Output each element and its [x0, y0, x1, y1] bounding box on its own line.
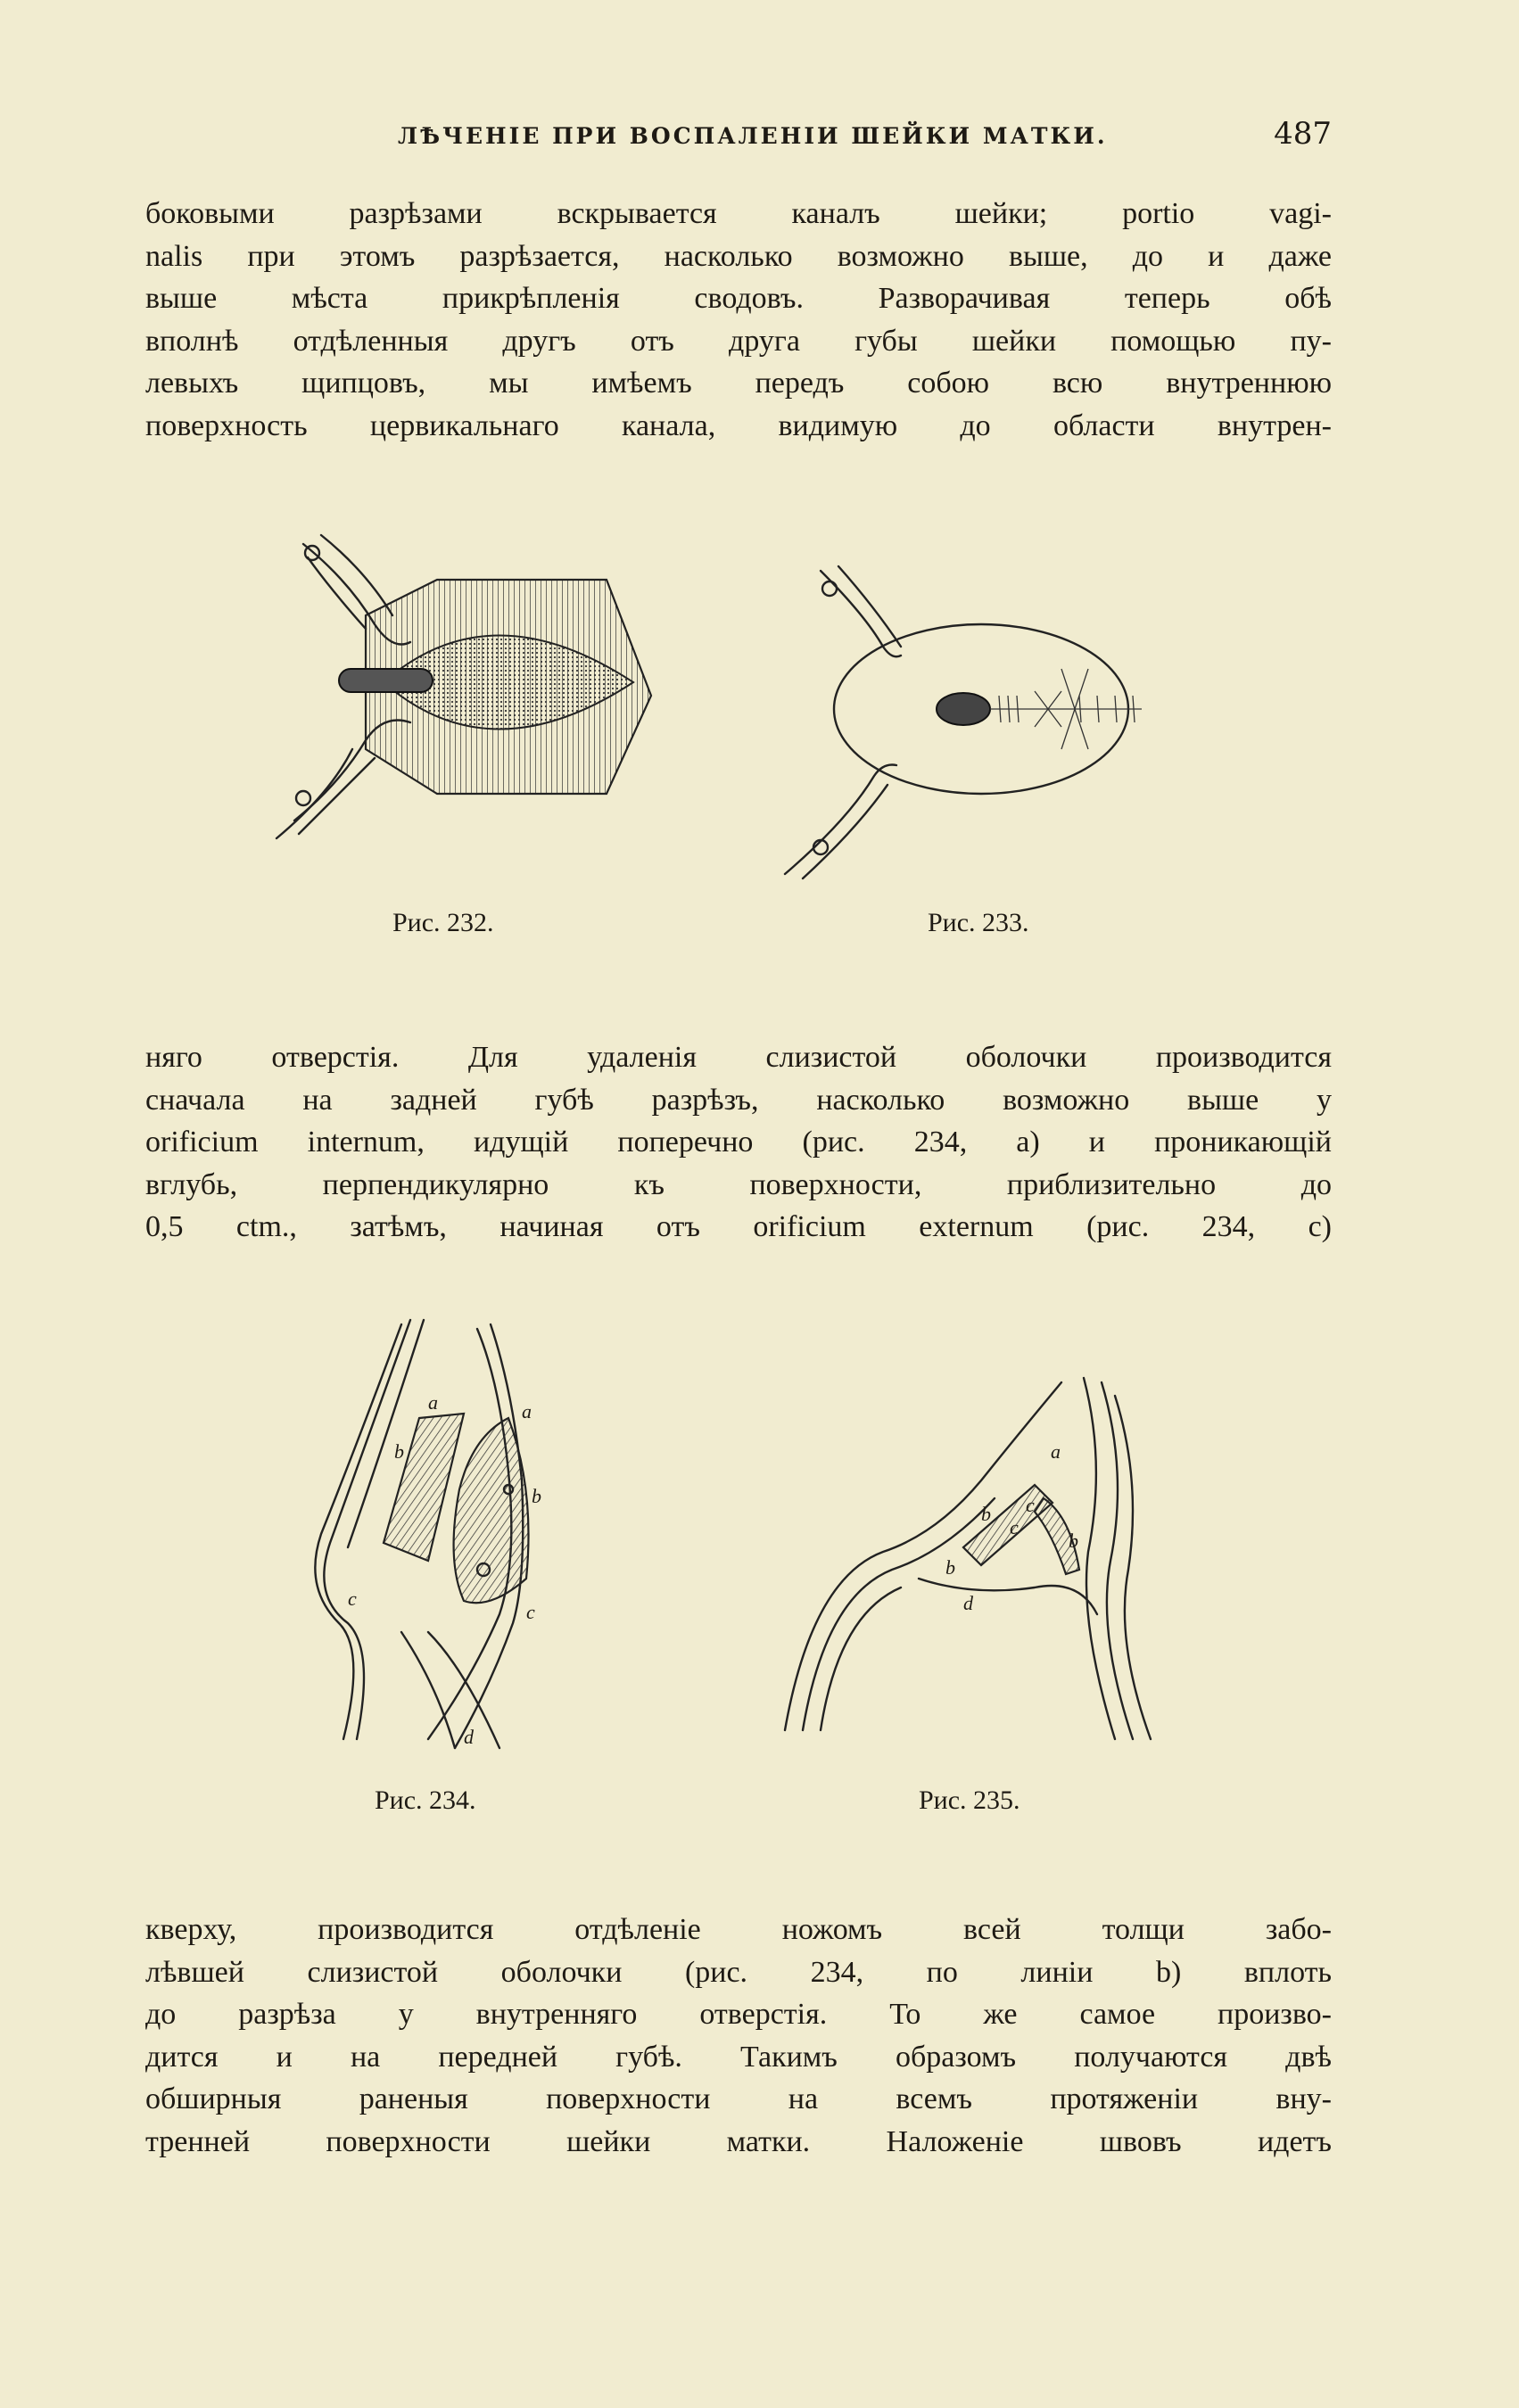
text-line: боковыми разрѣзами вскрывается каналъ шейки; portio vagi-: [145, 197, 1332, 230]
text-line: поверхность цервикальнаго канала, видимую до области внутрен-: [145, 408, 1332, 442]
fig235-label-a: a: [1051, 1440, 1061, 1463]
fig234-label-a: a: [522, 1400, 532, 1423]
text-line: няго отверстія. Для удаленія слизистой оболочки производится: [145, 1041, 1332, 1074]
text-line: выше мѣста прикрѣпленія сводовъ. Разворачивая теперь обѣ: [145, 282, 1332, 315]
figure-234-drawing: [294, 1311, 598, 1757]
figure-235-drawing: [776, 1356, 1186, 1748]
fig234-label-b: b: [532, 1485, 541, 1507]
fig235-label-b: b: [945, 1556, 955, 1579]
text-line: дится и на передней губѣ. Такимъ образомъ получаются двѣ: [145, 2040, 1332, 2074]
text-line: сначала на задней губѣ разрѣзъ, насколько возможно выше у: [145, 1083, 1332, 1117]
figure-235: [776, 1356, 1186, 1748]
fig234-label-b: b: [394, 1440, 404, 1463]
text-line: до разрѣза у внутренняго отверстія. То же самое произво-: [145, 1998, 1332, 2031]
text-line: вглубь, перпендикулярно къ поверхности, приблизительно до: [145, 1167, 1332, 1201]
figure-232-drawing: [268, 526, 660, 856]
text-line: кверху, производится отдѣленіе ножомъ всей толщи забо-: [145, 1913, 1332, 1946]
text-line: тренней поверхности шейки матки. Наложеніе швовъ идетъ: [145, 2124, 1332, 2158]
fig234-label-c: c: [348, 1587, 357, 1610]
text-line: orificium internum, идущій поперечно (рис. 234, a) и проникающій: [145, 1126, 1332, 1159]
figure-235-caption: Рис. 235.: [919, 1785, 1020, 1815]
paragraph-2: [145, 1036, 1332, 1249]
figure-233-caption: Рис. 233.: [928, 908, 1029, 937]
fig235-label-b: b: [1069, 1530, 1078, 1552]
fig234-label-d: d: [464, 1726, 474, 1748]
fig234-label-a: a: [428, 1391, 438, 1414]
figure-232-caption: Рис. 232.: [392, 908, 494, 937]
paragraph-3: [145, 1909, 1332, 2163]
figure-233-drawing: [767, 562, 1231, 892]
running-head: ЛѢЧЕНІЕ ПРИ ВОСПАЛЕНІИ ШЕЙКИ МАТКИ.: [398, 123, 1108, 149]
page-header: [145, 116, 1332, 159]
text-line: nalis при этомъ разрѣзается, насколько возможно выше, до и даже: [145, 239, 1332, 273]
page-number: 487: [1274, 116, 1332, 152]
fig235-label-d: d: [963, 1592, 973, 1614]
text-line: 0,5 ctm., затѣмъ, начиная отъ orificium externum (рис. 234, c): [145, 1210, 1332, 1243]
fig235-label-c: c: [1010, 1516, 1019, 1538]
fig235-label-c: c: [1026, 1494, 1035, 1516]
paragraph-1: [145, 193, 1332, 447]
fig234-label-c: c: [526, 1601, 535, 1623]
fig235-label-b: b: [981, 1503, 991, 1525]
text-line: вполнѣ отдѣленныя другъ отъ друга губы шейки помощью пу-: [145, 324, 1332, 358]
figure-232: [268, 526, 660, 856]
text-line: обширныя раненыя поверхности на всемъ протяженіи вну-: [145, 2082, 1332, 2115]
text-line: лѣвшей слизистой оболочки (рис. 234, по линіи b) вплоть: [145, 1955, 1332, 1989]
text-line: левыхъ щипцовъ, мы имѣемъ передъ собою всю внутреннюю: [145, 367, 1332, 400]
figure-234: [294, 1311, 598, 1757]
figure-233: [767, 562, 1231, 892]
figure-234-caption: Рис. 234.: [375, 1785, 476, 1815]
